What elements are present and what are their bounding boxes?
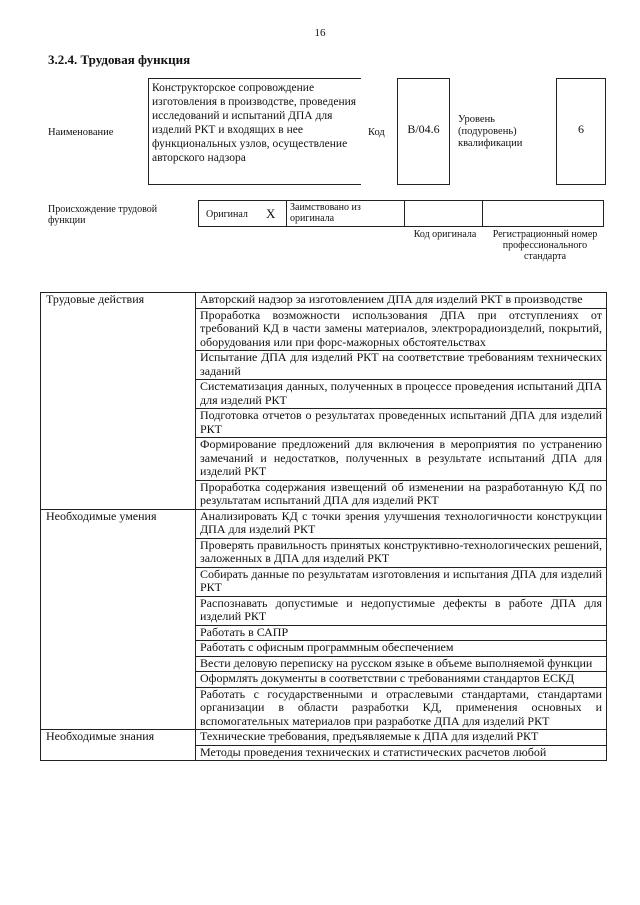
- level-label: Уровень (подуровень) квалификации: [458, 114, 523, 149]
- section-label: Необходимые умения: [41, 509, 196, 730]
- section-item: Работать в САПР: [196, 625, 607, 641]
- code-caption: Код оригинала: [413, 229, 477, 240]
- table-row: [41, 730, 607, 746]
- section-item: Систематизация данных, полученных в процессе проведения испытаний ДПА для изделий РКТ: [196, 380, 607, 409]
- section-item: Проработка содержания извещений об изменении на разработанную КД по результатам испытаний ДПА для изделий РКТ: [196, 480, 607, 509]
- original-label: Оригинал: [206, 209, 248, 220]
- section-item: Формирование предложений для включения в мероприятия по устранению замечаний и недостатков, полученных в результате испытаний ДПА для изделий РКТ: [196, 438, 607, 481]
- page-number: 16: [314, 27, 326, 39]
- section-item: Подготовка отчетов о результатах проведенных испытаний ДПА для изделий РКТ: [196, 409, 607, 438]
- section-item: Технические требования, предъявляемые к ДПА для изделий РКТ: [196, 730, 607, 746]
- section-label: Трудовые действия: [41, 293, 196, 510]
- level-value: 6: [556, 78, 606, 185]
- name-value: Конструкторское сопровождение изготовления в производстве, проведения исследований и испытаний ДПА для изделий РКТ и входящих в нее функциональных узлов, осуществление авторского надзора: [152, 82, 357, 164]
- section-item: Авторский надзор за изготовлением ДПА для изделий РКТ в производстве: [196, 293, 607, 309]
- section-item: Анализировать КД с точки зрения улучшения технологичности конструкции ДПА для изделий РКТ: [196, 509, 607, 538]
- section-item: Вести деловую переписку на русском языке в объеме выполняемой функции: [196, 656, 607, 672]
- section-item: Собирать данные по результатам изготовления и испытания ДПА для изделий РКТ: [196, 567, 607, 596]
- section-item: Работать с офисным программным обеспечением: [196, 641, 607, 657]
- section-item: Методы проведения технических и статистических расчетов любой: [196, 745, 607, 761]
- table-row: [41, 509, 607, 538]
- name-value-box: [148, 78, 361, 185]
- table-row: [41, 293, 607, 309]
- origin-box: [198, 200, 604, 227]
- section-item: Работать с государственными и отраслевыми стандартами, стандартами организации в области разработки КД, применения основных и вспомогательных материалов при разработке ДПА для изделий РКТ: [196, 687, 607, 730]
- section-item: Оформлять документы в соответствии с требованиями стандартов ЕСКД: [196, 672, 607, 688]
- section-label: Необходимые знания: [41, 730, 196, 761]
- code-value: B/04.6: [397, 78, 450, 185]
- code-label: Код: [368, 127, 385, 138]
- section-item: Проработка возможности использования ДПА при отступлениях от требований КД в части замены материалов, электрорадиоизделий, покрытий, оборудования или при форс-мажорных обстоятельствах: [196, 308, 607, 351]
- function-table: [40, 292, 607, 761]
- borrowed-label: Заимствовано из оригинала: [290, 202, 361, 224]
- section-item: Испытание ДПА для изделий РКТ на соответствие требованиям технических заданий: [196, 351, 607, 380]
- reg-caption: Регистрационный номер профессионального стандарта: [492, 229, 598, 262]
- name-label: Наименование: [48, 127, 114, 138]
- section-title: 3.2.4. Трудовая функция: [48, 52, 191, 67]
- section-item: Проверять правильность принятых конструктивно-технологических решений, заложенных в ДПА для изделий РКТ: [196, 538, 607, 567]
- origin-label: Происхождение трудовой функции: [48, 204, 158, 226]
- section-item: Распознавать допустимые и недопустимые дефекты в работе ДПА для изделий РКТ: [196, 596, 607, 625]
- original-mark: X: [266, 206, 276, 221]
